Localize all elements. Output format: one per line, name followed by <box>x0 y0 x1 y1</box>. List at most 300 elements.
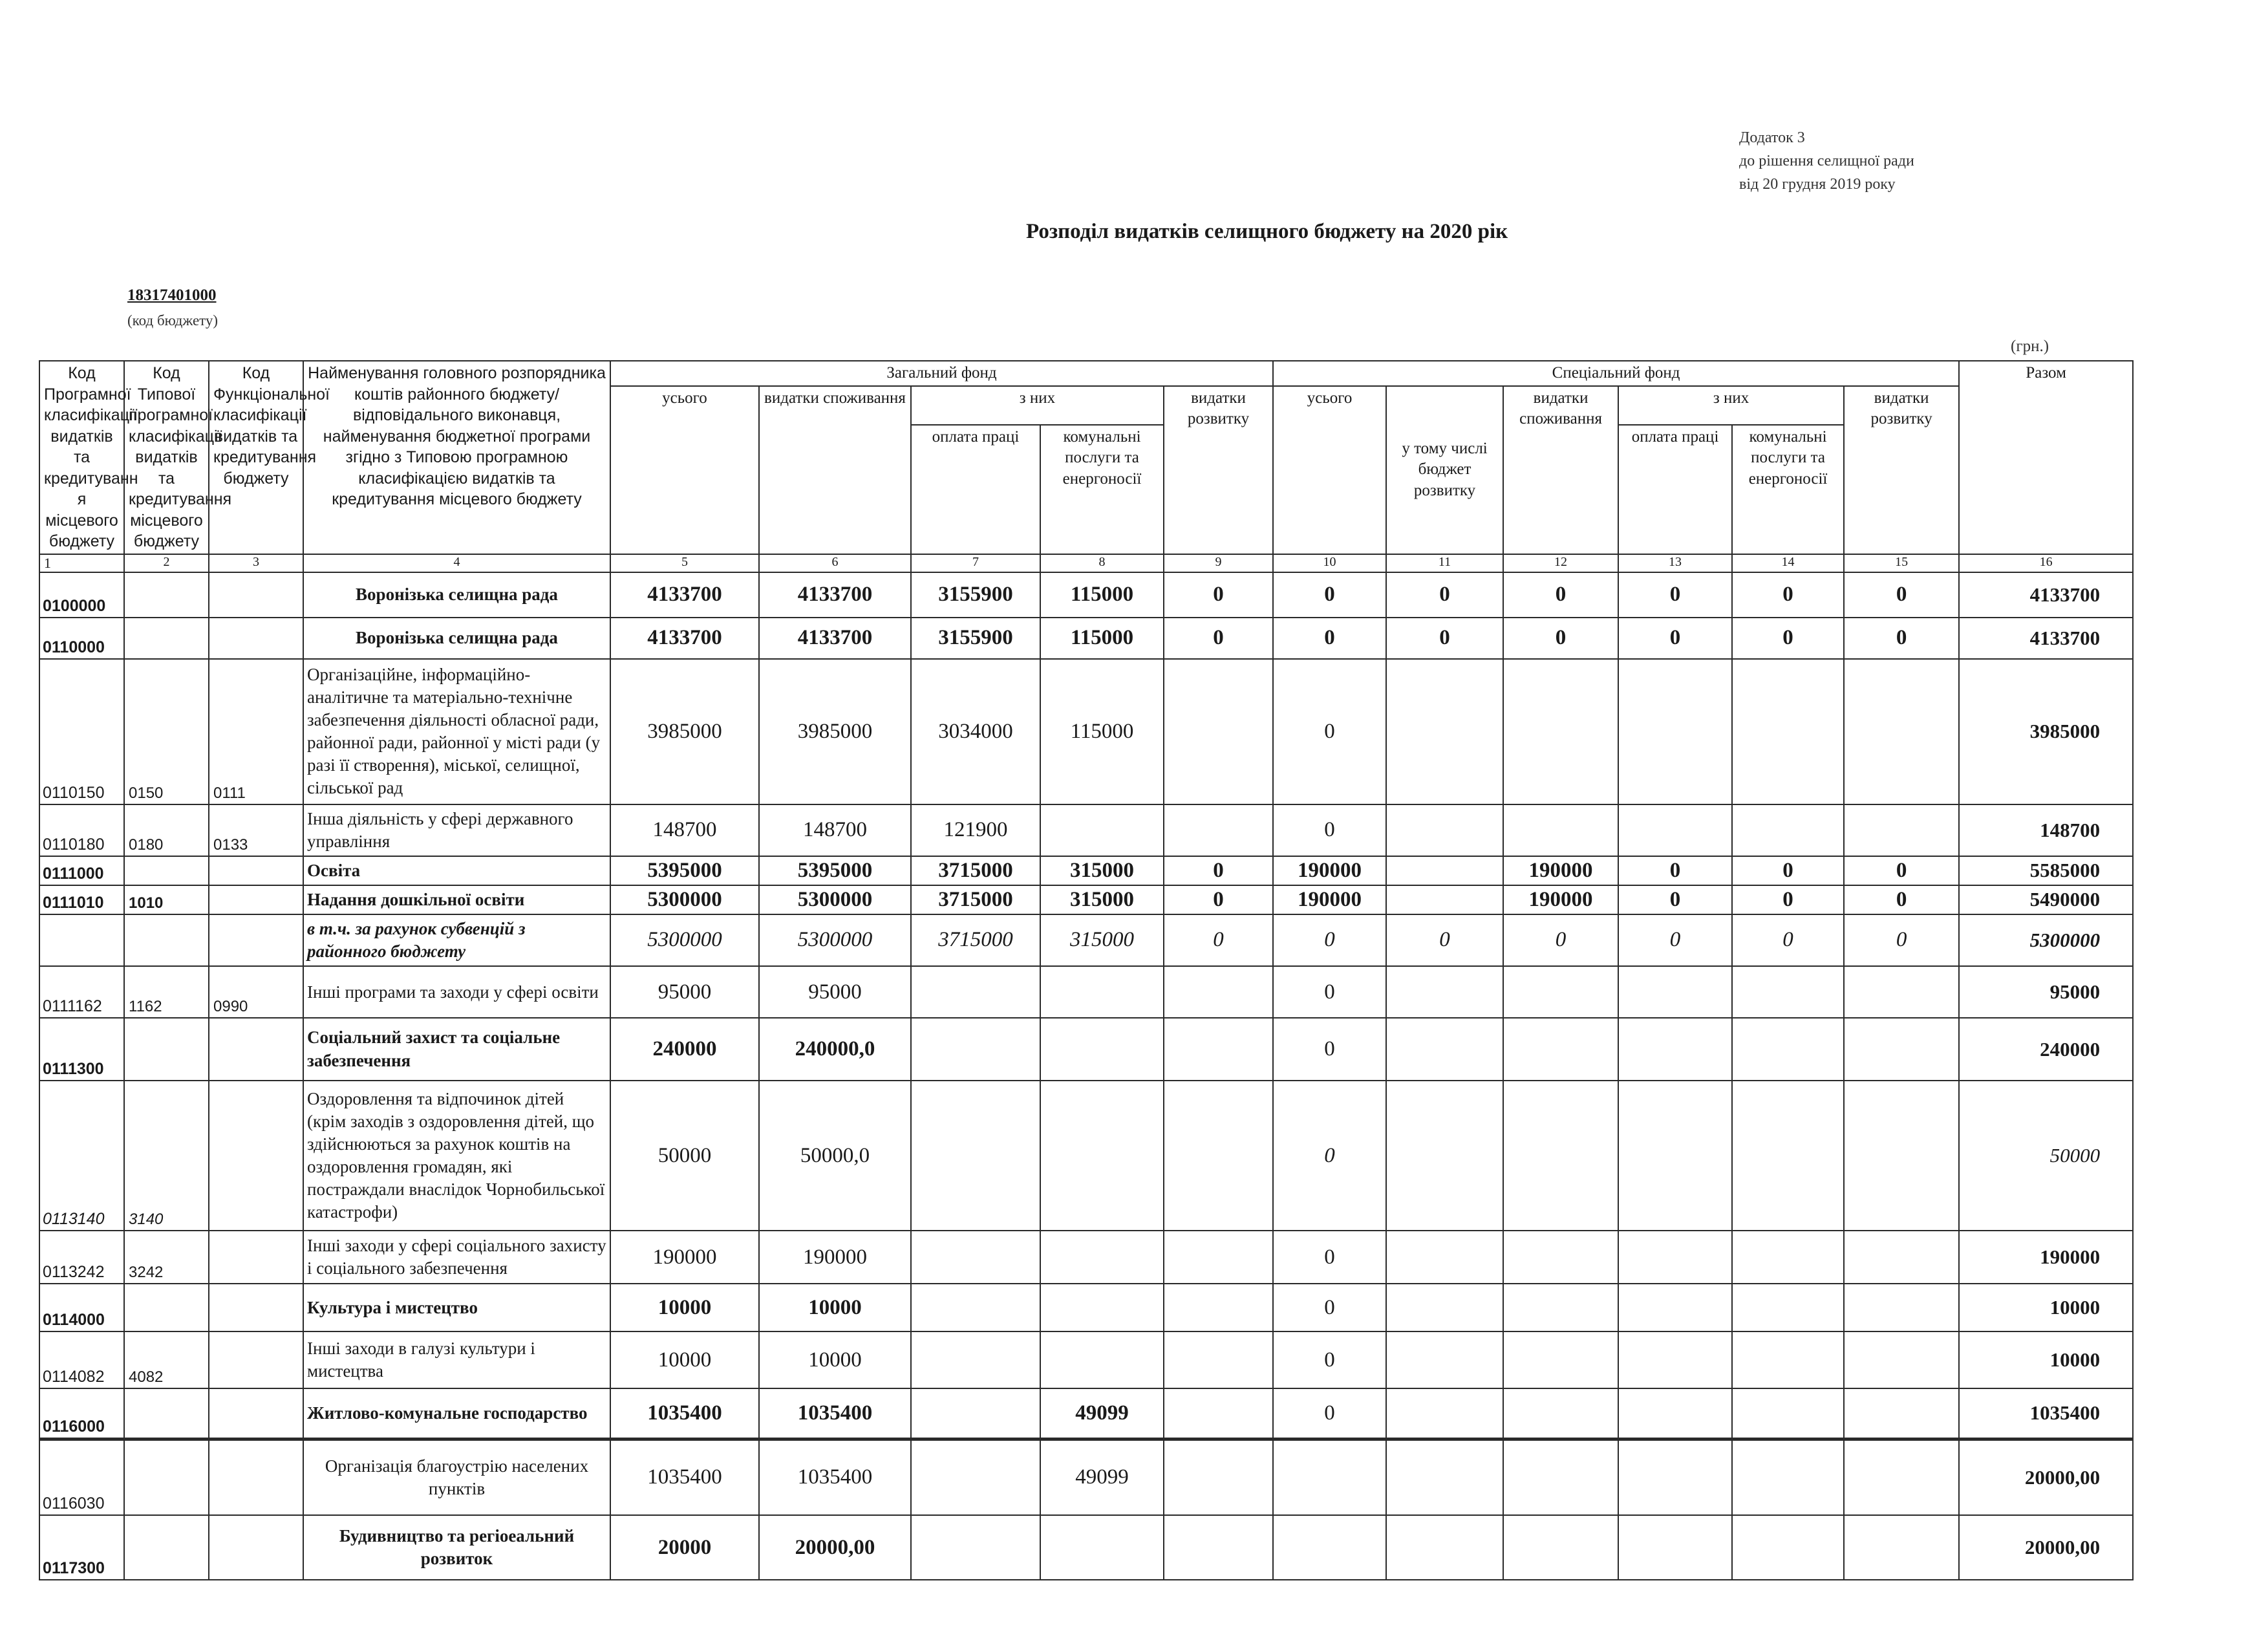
functional-code <box>209 1284 303 1331</box>
general-salary-value: 3034000 <box>911 659 1040 804</box>
general-consumption-value: 3985000 <box>759 659 911 804</box>
typical-code <box>124 1388 209 1439</box>
header-special-consumption: видатки споживання <box>1503 386 1618 554</box>
functional-code: 0111 <box>209 659 303 804</box>
special-salary-value: 0 <box>1618 572 1732 618</box>
header-program-name: Найменування головного розпорядника коштів районного бюджету/відповідального виконавця, найменування бюджетної програми згідно з Типовою програмною класифікацією видатків та кредитування місцевого бюджету <box>303 361 610 554</box>
program-name: Освіта <box>303 856 610 885</box>
special-budget-development-value: 0 <box>1386 914 1503 966</box>
program-name: Соціальний захист та соціальне забезпечення <box>303 1018 610 1081</box>
special-all-value: 0 <box>1273 804 1386 856</box>
table-row <box>39 1439 2133 1515</box>
special-all-value: 0 <box>1273 1331 1386 1388</box>
program-name: в т.ч. за рахунок субвенцій з районного бюджету <box>303 914 610 966</box>
general-utilities-value <box>1040 1331 1164 1388</box>
functional-code <box>209 914 303 966</box>
special-budget-development-value <box>1386 1439 1503 1515</box>
total-value: 4133700 <box>1959 572 2133 618</box>
special-development-value <box>1844 659 1959 804</box>
general-utilities-value: 49099 <box>1040 1439 1164 1515</box>
general-all-value: 20000 <box>610 1515 759 1580</box>
general-utilities-value: 115000 <box>1040 572 1164 618</box>
total-value: 1035400 <box>1959 1388 2133 1439</box>
special-salary-value <box>1618 804 1732 856</box>
special-salary-value: 0 <box>1618 885 1732 914</box>
functional-code <box>209 856 303 885</box>
special-consumption-value: 190000 <box>1503 885 1618 914</box>
special-consumption-value <box>1503 966 1618 1018</box>
general-consumption-value: 1035400 <box>759 1439 911 1515</box>
annex-line-2: до рішення селищної ради <box>1739 153 1914 169</box>
general-all-value: 1035400 <box>610 1388 759 1439</box>
total-value: 240000 <box>1959 1018 2133 1081</box>
program-code: 0117300 <box>39 1515 124 1580</box>
special-development-value <box>1844 966 1959 1018</box>
special-utilities-value <box>1732 1231 1844 1284</box>
special-salary-value <box>1618 966 1732 1018</box>
table-row <box>39 572 2133 618</box>
general-salary-value <box>911 1018 1040 1081</box>
total-value: 3985000 <box>1959 659 2133 804</box>
general-development-value <box>1164 1439 1273 1515</box>
typical-code: 0150 <box>124 659 209 804</box>
program-code: 0111000 <box>39 856 124 885</box>
general-all-value: 5300000 <box>610 885 759 914</box>
program-name: Інші програми та заходи у сфері освіти <box>303 966 610 1018</box>
program-name: Будивництво та регіоеальний розвиток <box>303 1515 610 1580</box>
general-salary-value <box>911 1331 1040 1388</box>
general-development-value <box>1164 804 1273 856</box>
general-utilities-value <box>1040 804 1164 856</box>
special-salary-value <box>1618 1231 1732 1284</box>
special-consumption-value <box>1503 1231 1618 1284</box>
header-special-development: видатки розвитку <box>1844 386 1959 554</box>
special-budget-development-value <box>1386 1388 1503 1439</box>
header-special-fund: Спеціальний фонд <box>1273 361 1959 386</box>
special-all-value <box>1273 1439 1386 1515</box>
special-development-value <box>1844 1081 1959 1231</box>
general-utilities-value <box>1040 966 1164 1018</box>
general-consumption-value: 4133700 <box>759 618 911 659</box>
special-salary-value <box>1618 1439 1732 1515</box>
special-development-value: 0 <box>1844 856 1959 885</box>
general-all-value: 5395000 <box>610 856 759 885</box>
header-typical-code: Код Типової програмної класифікації видатків та кредитування місцевого бюджету <box>124 361 209 554</box>
total-value: 20000,00 <box>1959 1515 2133 1580</box>
program-name: Культура і мистецтво <box>303 1284 610 1331</box>
table-body <box>39 572 2133 1580</box>
special-consumption-value <box>1503 1331 1618 1388</box>
special-budget-development-value <box>1386 804 1503 856</box>
general-consumption-value: 20000,00 <box>759 1515 911 1580</box>
typical-code: 3242 <box>124 1231 209 1284</box>
special-utilities-value: 0 <box>1732 856 1844 885</box>
total-value: 5490000 <box>1959 885 2133 914</box>
program-code: 0111010 <box>39 885 124 914</box>
column-number: 11 <box>1386 554 1503 572</box>
program-code: 0114000 <box>39 1284 124 1331</box>
general-salary-value <box>911 1388 1040 1439</box>
general-utilities-value: 315000 <box>1040 856 1164 885</box>
total-value: 50000 <box>1959 1081 2133 1231</box>
header-general-of-which: з них <box>911 386 1164 425</box>
special-salary-value <box>1618 659 1732 804</box>
general-consumption-value: 5300000 <box>759 914 911 966</box>
special-consumption-value: 0 <box>1503 618 1618 659</box>
table-row <box>39 804 2133 856</box>
special-all-value: 0 <box>1273 1018 1386 1081</box>
special-budget-development-value <box>1386 659 1503 804</box>
special-consumption-value <box>1503 659 1618 804</box>
special-development-value <box>1844 804 1959 856</box>
typical-code <box>124 1439 209 1515</box>
typical-code: 3140 <box>124 1081 209 1231</box>
special-all-value: 0 <box>1273 1081 1386 1231</box>
functional-code <box>209 1231 303 1284</box>
general-consumption-value: 10000 <box>759 1331 911 1388</box>
special-utilities-value <box>1732 1388 1844 1439</box>
special-utilities-value: 0 <box>1732 914 1844 966</box>
total-value: 95000 <box>1959 966 2133 1018</box>
general-salary-value: 3715000 <box>911 856 1040 885</box>
special-utilities-value: 0 <box>1732 618 1844 659</box>
functional-code <box>209 885 303 914</box>
general-utilities-value <box>1040 1018 1164 1081</box>
special-consumption-value: 190000 <box>1503 856 1618 885</box>
typical-code <box>124 572 209 618</box>
special-development-value: 0 <box>1844 572 1959 618</box>
special-utilities-value: 0 <box>1732 572 1844 618</box>
general-utilities-value <box>1040 1515 1164 1580</box>
general-consumption-value: 50000,0 <box>759 1081 911 1231</box>
program-name: Надання дошкільної освіти <box>303 885 610 914</box>
column-number: 8 <box>1040 554 1164 572</box>
special-budget-development-value: 0 <box>1386 618 1503 659</box>
general-all-value: 4133700 <box>610 618 759 659</box>
general-salary-value <box>911 966 1040 1018</box>
special-development-value <box>1844 1439 1959 1515</box>
column-number: 13 <box>1618 554 1732 572</box>
header-special-salary: оплата праці <box>1618 425 1732 554</box>
general-all-value: 95000 <box>610 966 759 1018</box>
table-row <box>39 966 2133 1018</box>
typical-code <box>124 856 209 885</box>
typical-code: 0180 <box>124 804 209 856</box>
general-consumption-value: 5300000 <box>759 885 911 914</box>
table-row <box>39 1284 2133 1331</box>
document-title: Розподіл видатків селищного бюджету на 2020 рік <box>1026 220 1508 243</box>
general-utilities-value: 115000 <box>1040 659 1164 804</box>
special-development-value <box>1844 1388 1959 1439</box>
special-salary-value <box>1618 1284 1732 1331</box>
total-value: 5300000 <box>1959 914 2133 966</box>
general-salary-value <box>911 1081 1040 1231</box>
functional-code <box>209 1515 303 1580</box>
header-general-salary: оплата праці <box>911 425 1040 554</box>
general-all-value: 3985000 <box>610 659 759 804</box>
general-salary-value: 3155900 <box>911 572 1040 618</box>
special-consumption-value <box>1503 1081 1618 1231</box>
special-budget-development-value <box>1386 856 1503 885</box>
functional-code <box>209 1388 303 1439</box>
special-utilities-value <box>1732 659 1844 804</box>
total-value: 190000 <box>1959 1231 2133 1284</box>
table-row <box>39 618 2133 659</box>
program-code: 0116000 <box>39 1388 124 1439</box>
special-utilities-value <box>1732 1439 1844 1515</box>
special-utilities-value <box>1732 966 1844 1018</box>
typical-code: 4082 <box>124 1331 209 1388</box>
program-name: Інші заходи в галузі культури і мистецтва <box>303 1331 610 1388</box>
general-consumption-value: 10000 <box>759 1284 911 1331</box>
special-consumption-value <box>1503 1515 1618 1580</box>
general-all-value: 240000 <box>610 1018 759 1081</box>
special-budget-development-value <box>1386 1231 1503 1284</box>
header-special-of-which: з них <box>1618 386 1844 425</box>
table-row <box>39 659 2133 804</box>
table-row <box>39 1018 2133 1081</box>
general-all-value: 148700 <box>610 804 759 856</box>
typical-code <box>124 1284 209 1331</box>
general-consumption-value: 1035400 <box>759 1388 911 1439</box>
special-budget-development-value <box>1386 966 1503 1018</box>
general-development-value <box>1164 1515 1273 1580</box>
budget-code-label: (код бюджету) <box>127 312 219 329</box>
program-code: 0110000 <box>39 618 124 659</box>
functional-code <box>209 1018 303 1081</box>
special-salary-value: 0 <box>1618 618 1732 659</box>
functional-code <box>209 1081 303 1231</box>
general-salary-value <box>911 1515 1040 1580</box>
currency-units: (грн.) <box>2011 338 2049 355</box>
header-special-all: усього <box>1273 386 1386 554</box>
typical-code <box>124 618 209 659</box>
general-development-value: 0 <box>1164 618 1273 659</box>
table-row <box>39 914 2133 966</box>
general-salary-value: 3155900 <box>911 618 1040 659</box>
general-development-value <box>1164 966 1273 1018</box>
special-development-value <box>1844 1018 1959 1081</box>
special-salary-value: 0 <box>1618 914 1732 966</box>
functional-code <box>209 618 303 659</box>
header-general-fund: Загальний фонд <box>610 361 1273 386</box>
general-salary-value <box>911 1439 1040 1515</box>
table-row <box>39 1388 2133 1439</box>
program-name: Інша діяльність у сфері державного управління <box>303 804 610 856</box>
column-number: 16 <box>1959 554 2133 572</box>
general-salary-value <box>911 1231 1040 1284</box>
general-all-value: 1035400 <box>610 1439 759 1515</box>
special-consumption-value: 0 <box>1503 914 1618 966</box>
table-row <box>39 1331 2133 1388</box>
general-salary-value: 3715000 <box>911 885 1040 914</box>
special-salary-value <box>1618 1018 1732 1081</box>
special-budget-development-value <box>1386 1515 1503 1580</box>
special-all-value: 0 <box>1273 1388 1386 1439</box>
general-consumption-value: 4133700 <box>759 572 911 618</box>
special-all-value: 0 <box>1273 1231 1386 1284</box>
functional-code: 0990 <box>209 966 303 1018</box>
header-general-utilities: комунальні послуги та енергоносії <box>1040 425 1164 554</box>
special-development-value <box>1844 1231 1959 1284</box>
general-consumption-value: 190000 <box>759 1231 911 1284</box>
general-utilities-value: 115000 <box>1040 618 1164 659</box>
general-development-value <box>1164 1331 1273 1388</box>
special-consumption-value <box>1503 1439 1618 1515</box>
header-special-utilities: комунальні послуги та енергоносії <box>1732 425 1844 554</box>
special-consumption-value <box>1503 1018 1618 1081</box>
column-number: 15 <box>1844 554 1959 572</box>
special-consumption-value: 0 <box>1503 572 1618 618</box>
special-all-value <box>1273 1515 1386 1580</box>
special-development-value <box>1844 1284 1959 1331</box>
table-row <box>39 1515 2133 1580</box>
header-special-budget-development: у тому числі бюджет розвитку <box>1386 386 1503 554</box>
general-development-value <box>1164 1388 1273 1439</box>
general-development-value: 0 <box>1164 856 1273 885</box>
special-salary-value: 0 <box>1618 856 1732 885</box>
general-utilities-value: 315000 <box>1040 885 1164 914</box>
special-consumption-value <box>1503 804 1618 856</box>
general-development-value: 0 <box>1164 914 1273 966</box>
column-number: 6 <box>759 554 911 572</box>
special-consumption-value <box>1503 1388 1618 1439</box>
annex-note <box>1739 126 1914 196</box>
special-development-value <box>1844 1331 1959 1388</box>
header-general-consumption: видатки споживання <box>759 386 911 554</box>
special-budget-development-value <box>1386 1284 1503 1331</box>
special-budget-development-value <box>1386 1081 1503 1231</box>
general-all-value: 190000 <box>610 1231 759 1284</box>
budget-code: 18317401000 <box>127 286 217 304</box>
column-number: 1 <box>39 554 124 572</box>
program-code: 0111300 <box>39 1018 124 1081</box>
column-number: 4 <box>303 554 610 572</box>
special-salary-value <box>1618 1515 1732 1580</box>
special-all-value: 0 <box>1273 914 1386 966</box>
general-all-value: 4133700 <box>610 572 759 618</box>
general-development-value: 0 <box>1164 572 1273 618</box>
special-all-value: 0 <box>1273 966 1386 1018</box>
special-all-value: 0 <box>1273 618 1386 659</box>
general-salary-value: 3715000 <box>911 914 1040 966</box>
program-code: 0111162 <box>39 966 124 1018</box>
functional-code: 0133 <box>209 804 303 856</box>
total-value: 20000,00 <box>1959 1439 2133 1515</box>
functional-code <box>209 1439 303 1515</box>
special-all-value: 190000 <box>1273 885 1386 914</box>
general-development-value <box>1164 1081 1273 1231</box>
general-utilities-value <box>1040 1284 1164 1331</box>
column-number: 2 <box>124 554 209 572</box>
program-name: Організація благоустрію населених пунктів <box>303 1439 610 1515</box>
annex-line-3: від 20 грудня 2019 року <box>1739 176 1896 193</box>
special-salary-value <box>1618 1388 1732 1439</box>
budget-table <box>39 360 2134 1580</box>
header-general-all: усього <box>610 386 759 554</box>
special-salary-value <box>1618 1081 1732 1231</box>
program-code: 0114082 <box>39 1331 124 1388</box>
special-all-value: 0 <box>1273 659 1386 804</box>
functional-code <box>209 572 303 618</box>
typical-code <box>124 1515 209 1580</box>
special-all-value: 0 <box>1273 1284 1386 1331</box>
general-all-value: 10000 <box>610 1284 759 1331</box>
special-utilities-value <box>1732 1018 1844 1081</box>
header-functional-code: Код Функціональної класифікації видатків та кредитування бюджету <box>209 361 303 554</box>
program-code: 0113140 <box>39 1081 124 1231</box>
special-utilities-value <box>1732 804 1844 856</box>
special-development-value <box>1844 1515 1959 1580</box>
general-all-value: 10000 <box>610 1331 759 1388</box>
special-budget-development-value: 0 <box>1386 572 1503 618</box>
column-number: 7 <box>911 554 1040 572</box>
general-utilities-value <box>1040 1081 1164 1231</box>
special-utilities-value <box>1732 1081 1844 1231</box>
typical-code <box>124 1018 209 1081</box>
general-development-value <box>1164 1018 1273 1081</box>
general-utilities-value: 49099 <box>1040 1388 1164 1439</box>
typical-code <box>124 914 209 966</box>
general-consumption-value: 240000,0 <box>759 1018 911 1081</box>
table-row <box>39 856 2133 885</box>
general-development-value <box>1164 1231 1273 1284</box>
special-utilities-value <box>1732 1515 1844 1580</box>
special-utilities-value: 0 <box>1732 885 1844 914</box>
general-all-value: 5300000 <box>610 914 759 966</box>
total-value: 5585000 <box>1959 856 2133 885</box>
total-value: 10000 <box>1959 1284 2133 1331</box>
functional-code <box>209 1331 303 1388</box>
special-utilities-value <box>1732 1284 1844 1331</box>
general-development-value: 0 <box>1164 885 1273 914</box>
program-name: Воронізька селищна рада <box>303 572 610 618</box>
program-name: Організаційне, інформаційно-аналітичне та матеріально-технічне забезпечення діяльності обласної ради, районної ради, районної у місті ради (у разі її створення), міської, селищної, сільської рад <box>303 659 610 804</box>
special-budget-development-value <box>1386 1331 1503 1388</box>
annex-line-1: Додаток 3 <box>1739 129 1805 146</box>
general-consumption-value: 5395000 <box>759 856 911 885</box>
special-utilities-value <box>1732 1331 1844 1388</box>
column-number: 10 <box>1273 554 1386 572</box>
general-all-value: 50000 <box>610 1081 759 1231</box>
header-program-code: Код Програмної класифікації видатків та кредитуванн я місцевого бюджету <box>39 361 124 554</box>
special-budget-development-value <box>1386 1018 1503 1081</box>
typical-code: 1010 <box>124 885 209 914</box>
column-number: 9 <box>1164 554 1273 572</box>
special-consumption-value <box>1503 1284 1618 1331</box>
column-number: 14 <box>1732 554 1844 572</box>
program-name: Житлово-комунальне господарство <box>303 1388 610 1439</box>
general-utilities-value: 315000 <box>1040 914 1164 966</box>
program-name: Інші заходи у сфері соціального захисту і соціального забезпечення <box>303 1231 610 1284</box>
special-all-value: 0 <box>1273 572 1386 618</box>
program-code: 0110180 <box>39 804 124 856</box>
program-code: 0116030 <box>39 1439 124 1515</box>
program-code: 0110150 <box>39 659 124 804</box>
program-code: 0100000 <box>39 572 124 618</box>
general-salary-value <box>911 1284 1040 1331</box>
total-value: 4133700 <box>1959 618 2133 659</box>
general-salary-value: 121900 <box>911 804 1040 856</box>
table-row <box>39 1081 2133 1231</box>
header-total: Разом <box>1959 361 2133 554</box>
special-development-value: 0 <box>1844 914 1959 966</box>
table-header <box>39 361 2133 572</box>
program-name: Воронізька селищна рада <box>303 618 610 659</box>
general-utilities-value <box>1040 1231 1164 1284</box>
program-name: Оздоровлення та відпочинок дітей (крім заходів з оздоровлення дітей, що здійснюються за рахунок коштів на оздоровлення громадян, які постраждали внаслідок Чорнобильської катастрофи) <box>303 1081 610 1231</box>
typical-code: 1162 <box>124 966 209 1018</box>
